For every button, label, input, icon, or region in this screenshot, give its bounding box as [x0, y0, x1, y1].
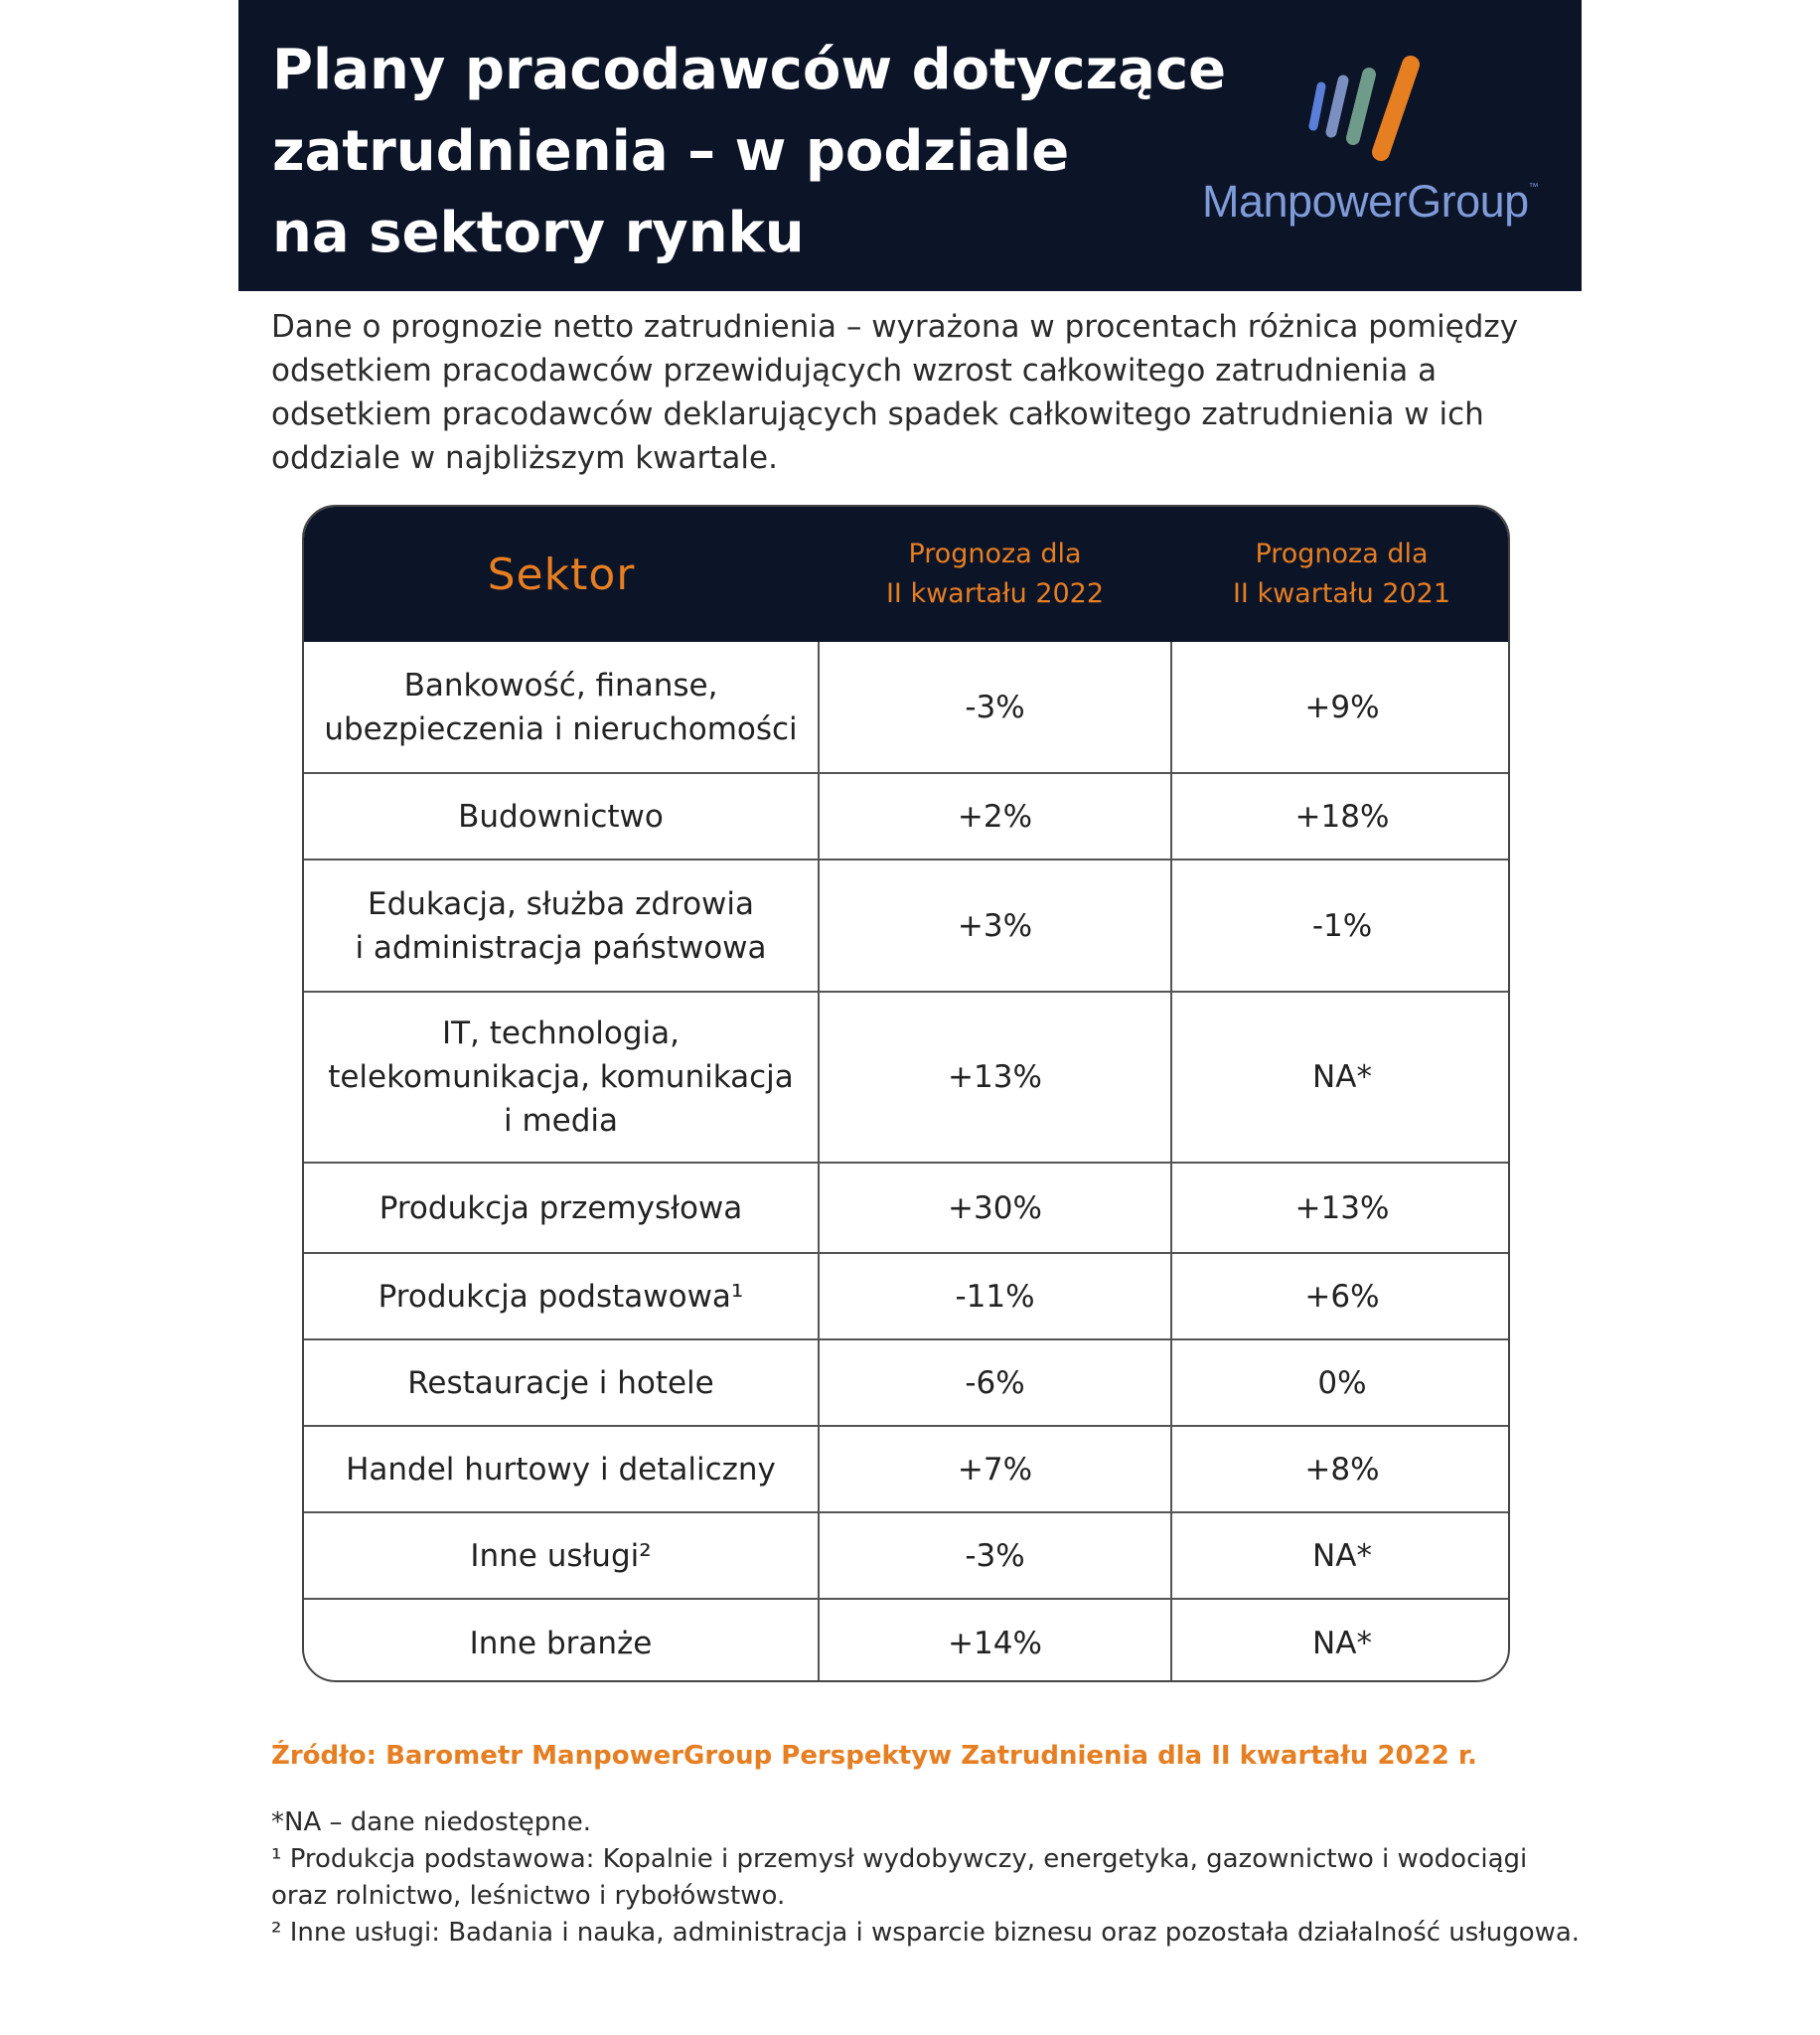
q2-2022-cell: +2% — [819, 773, 1171, 860]
intro-paragraph — [271, 305, 1563, 480]
table-header-row — [304, 507, 1510, 642]
intro-line: odsetkiem pracodawców deklarujących spadek całkowitego zatrudnienia w ich — [271, 396, 1484, 432]
sector-cell: Inne usługi² — [304, 1512, 819, 1599]
sector-cell: IT, technologia, telekomunikacja, komunikacja i media — [304, 992, 819, 1163]
footnote-line: oraz rolnictwo, leśnictwo i rybołówstwo. — [271, 1881, 786, 1911]
q2-2022-cell: -11% — [819, 1253, 1171, 1339]
sector-cell: Edukacja, służba zdrowia i administracja państwowa — [304, 860, 819, 992]
table-row — [304, 642, 1510, 773]
page-title — [272, 30, 1246, 274]
sector-forecast-table — [302, 505, 1510, 1682]
table-row — [304, 1339, 1510, 1426]
q2-2021-cell: +18% — [1171, 773, 1510, 860]
sector-cell: Bankowość, finanse, ubezpieczenia i nieruchomości — [324, 667, 798, 747]
header-q2-2022: Prognoza dla II kwartału 2022 — [819, 507, 1171, 642]
table-row — [304, 773, 1510, 860]
q2-2022-cell: +14% — [819, 1599, 1171, 1682]
header-q2-2021: Prognoza dla II kwartału 2021 — [1171, 507, 1510, 642]
header-banner — [238, 0, 1582, 291]
q2-2022-cell: -6% — [819, 1339, 1171, 1426]
title-line: na sektory rynku — [272, 201, 805, 265]
sector-cell: Produkcja przemysłowa — [304, 1163, 819, 1253]
logo-stripe-2 — [1331, 80, 1343, 132]
q2-2022-cell: -3% — [819, 1512, 1171, 1599]
footnote-line: *NA – dane niedostępne. — [271, 1807, 592, 1837]
source-note: Źródło: Barometr ManpowerGroup Perspektyw Zatrudnienia dla II kwartału 2022 r. — [271, 1741, 1477, 1771]
sector-cell: Budownictwo — [304, 773, 819, 860]
q2-2022-cell: -3% — [819, 642, 1171, 773]
logo-wordmark: ManpowerGroup™ — [1202, 176, 1539, 227]
q2-2021-cell: -1% — [1171, 860, 1510, 992]
manpowergroup-logo — [1202, 55, 1560, 243]
intro-line: oddziale w najbliższym kwartale. — [271, 440, 778, 476]
sector-cell: Restauracje i hotele — [304, 1339, 819, 1426]
logo-mark-icon — [1301, 55, 1431, 169]
logo-stripe-3 — [1353, 75, 1369, 138]
footnote-line: ¹ Produkcja podstawowa: Kopalnie i przemysł wydobywczy, energetyka, gazownictwo i wodociągi — [271, 1844, 1528, 1874]
logo-stripe-1 — [1313, 86, 1321, 126]
q2-2021-cell: +13% — [1171, 1163, 1510, 1253]
table-row — [304, 1163, 1510, 1253]
q2-2022-cell: +13% — [819, 992, 1171, 1163]
q2-2022-cell: +7% — [819, 1426, 1171, 1512]
q2-2021-cell: NA* — [1171, 992, 1510, 1163]
table-row — [304, 992, 1510, 1163]
logo-stripe-4 — [1381, 65, 1411, 152]
q2-2021-cell: +9% — [1171, 642, 1510, 773]
q2-2021-cell: +8% — [1171, 1426, 1510, 1512]
table-row — [304, 1253, 1510, 1339]
footnote-line: ² Inne usługi: Badania i nauka, administracja i wsparcie biznesu oraz pozostała działalność usługowa. — [271, 1918, 1581, 1948]
title-line: zatrudnienia – w podziale — [272, 119, 1070, 184]
intro-line: odsetkiem pracodawców przewidujących wzrost całkowitego zatrudnienia a — [271, 353, 1438, 389]
table-row — [304, 1512, 1510, 1599]
q2-2021-cell: NA* — [1171, 1599, 1510, 1682]
q2-2022-cell: +30% — [819, 1163, 1171, 1253]
footnotes — [271, 1804, 1583, 1952]
sector-cell: Inne branże — [304, 1599, 819, 1682]
q2-2021-cell: NA* — [1171, 1512, 1510, 1599]
table-row — [304, 1599, 1510, 1682]
table-row — [304, 1426, 1510, 1512]
sector-cell: Produkcja podstawowa¹ — [304, 1253, 819, 1339]
q2-2021-cell: 0% — [1171, 1339, 1510, 1426]
header-sector: Sektor — [304, 507, 819, 642]
title-line: Plany pracodawców dotyczące — [272, 38, 1227, 102]
intro-line: Dane o prognozie netto zatrudnienia – wyrażona w procentach różnica pomiędzy — [271, 309, 1519, 345]
sector-cell: Handel hurtowy i detaliczny — [304, 1426, 819, 1512]
q2-2022-cell: +3% — [819, 860, 1171, 992]
table-row — [304, 860, 1510, 992]
q2-2021-cell: +6% — [1171, 1253, 1510, 1339]
